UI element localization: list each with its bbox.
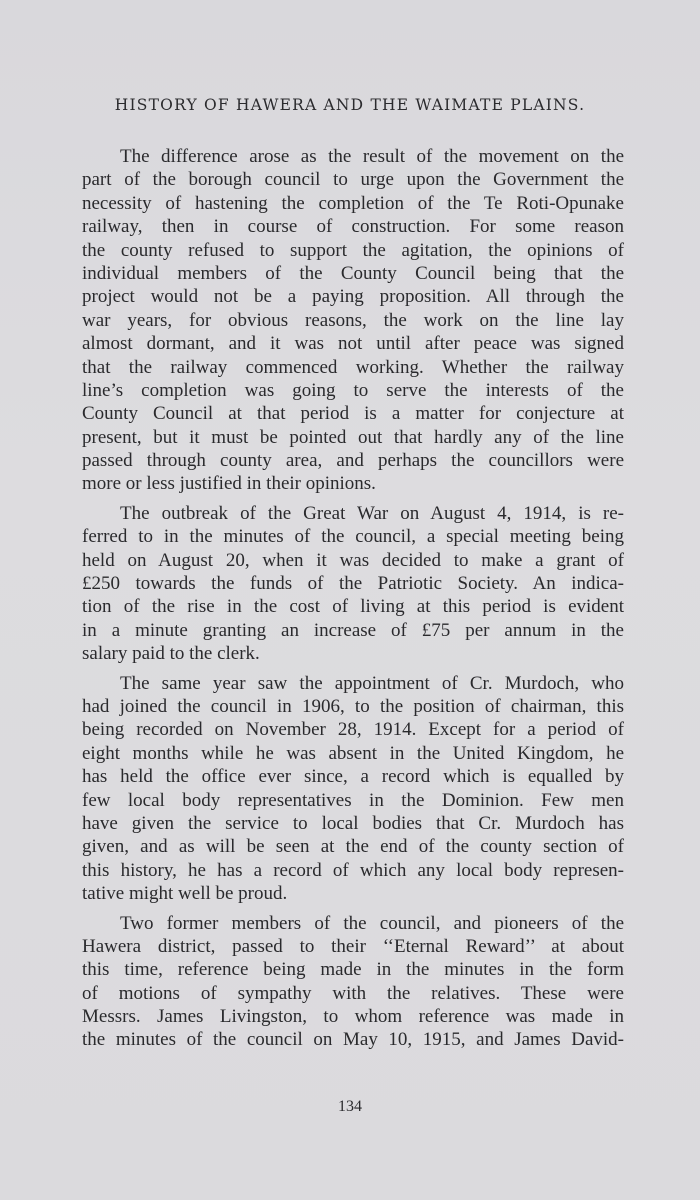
text-line: of motions of sympathy with the relatives. These were bbox=[82, 982, 624, 1004]
paragraph bbox=[82, 672, 624, 906]
text-line: passed through county area, and perhaps the councillors were bbox=[82, 450, 624, 472]
text-line: railway, then in course of construction. For some reason bbox=[82, 216, 624, 238]
running-head: HISTORY OF HAWERA AND THE WAIMATE PLAINS. bbox=[114, 96, 586, 114]
text-line: this history, he has a record of which any local body represen- bbox=[82, 859, 624, 881]
text-line: has held the office ever since, a record which is equalled by bbox=[82, 766, 624, 788]
text-line: ferred to in the minutes of the council, a special meeting being bbox=[82, 526, 624, 548]
text-line: Hawera district, passed to their ‘‘Eternal Reward’’ at about bbox=[82, 935, 624, 957]
text-line: tative might well be proud. bbox=[82, 883, 288, 905]
text-line: eight months while he was absent in the United Kingdom, he bbox=[82, 742, 624, 764]
text-line: that the railway commenced working. Whether the railway bbox=[82, 356, 624, 378]
text-line: The outbreak of the Great War on August 4, 1914, is re- bbox=[120, 502, 624, 524]
text-line: more or less justified in their opinions. bbox=[82, 473, 376, 495]
text-line: being recorded on November 28, 1914. Except for a period of bbox=[82, 719, 624, 741]
text-line: individual members of the County Council being that the bbox=[82, 262, 624, 284]
paragraph bbox=[82, 912, 624, 1052]
text-line: Messrs. James Livingston, to whom reference was made in bbox=[82, 1006, 624, 1028]
text-line: tion of the rise in the cost of living at this period is evident bbox=[82, 596, 624, 618]
text-line: £250 towards the funds of the Patriotic Society. An indica- bbox=[82, 573, 624, 595]
text-line: Two former members of the council, and pioneers of the bbox=[120, 912, 624, 934]
text-line: few local body representatives in the Dominion. Few men bbox=[82, 789, 624, 811]
text-line: given, and as will be seen at the end of the county section of bbox=[82, 836, 624, 858]
text-line: in a minute granting an increase of £75 per annum in the bbox=[82, 619, 624, 641]
text-line: this time, reference being made in the minutes in the form bbox=[82, 959, 624, 981]
text-line: war years, for obvious reasons, the work on the line lay bbox=[82, 309, 624, 331]
text-line: The same year saw the appointment of Cr. Murdoch, who bbox=[120, 672, 624, 694]
text-line: present, but it must be pointed out that hardly any of the line bbox=[82, 426, 624, 448]
text-line: salary paid to the clerk. bbox=[82, 643, 260, 665]
text-line: held on August 20, when it was decided to make a grant of bbox=[82, 549, 624, 571]
paragraph bbox=[82, 145, 624, 496]
text-line: part of the borough council to urge upon the Government the bbox=[82, 169, 624, 191]
body-text bbox=[82, 145, 624, 1058]
text-line: the minutes of the council on May 10, 1915, and James David- bbox=[82, 1029, 624, 1051]
text-line: County Council at that period is a matter for conjecture at bbox=[82, 403, 624, 425]
text-line: The difference arose as the result of the movement on the bbox=[120, 146, 624, 167]
text-line: line’s completion was going to serve the interests of the bbox=[82, 379, 624, 401]
text-line: project would not be a paying proposition. All through the bbox=[82, 286, 624, 308]
text-line: necessity of hastening the completion of the Te Roti-Opunake bbox=[82, 192, 624, 214]
paragraph bbox=[82, 502, 624, 666]
text-line: had joined the council in 1906, to the position of chairman, this bbox=[82, 695, 624, 717]
text-line: the county refused to support the agitation, the opinions of bbox=[82, 239, 624, 261]
page-number: 134 bbox=[338, 1098, 362, 1115]
text-line: have given the service to local bodies that Cr. Murdoch has bbox=[82, 812, 624, 834]
text-line: almost dormant, and it was not until after peace was signed bbox=[82, 333, 624, 355]
